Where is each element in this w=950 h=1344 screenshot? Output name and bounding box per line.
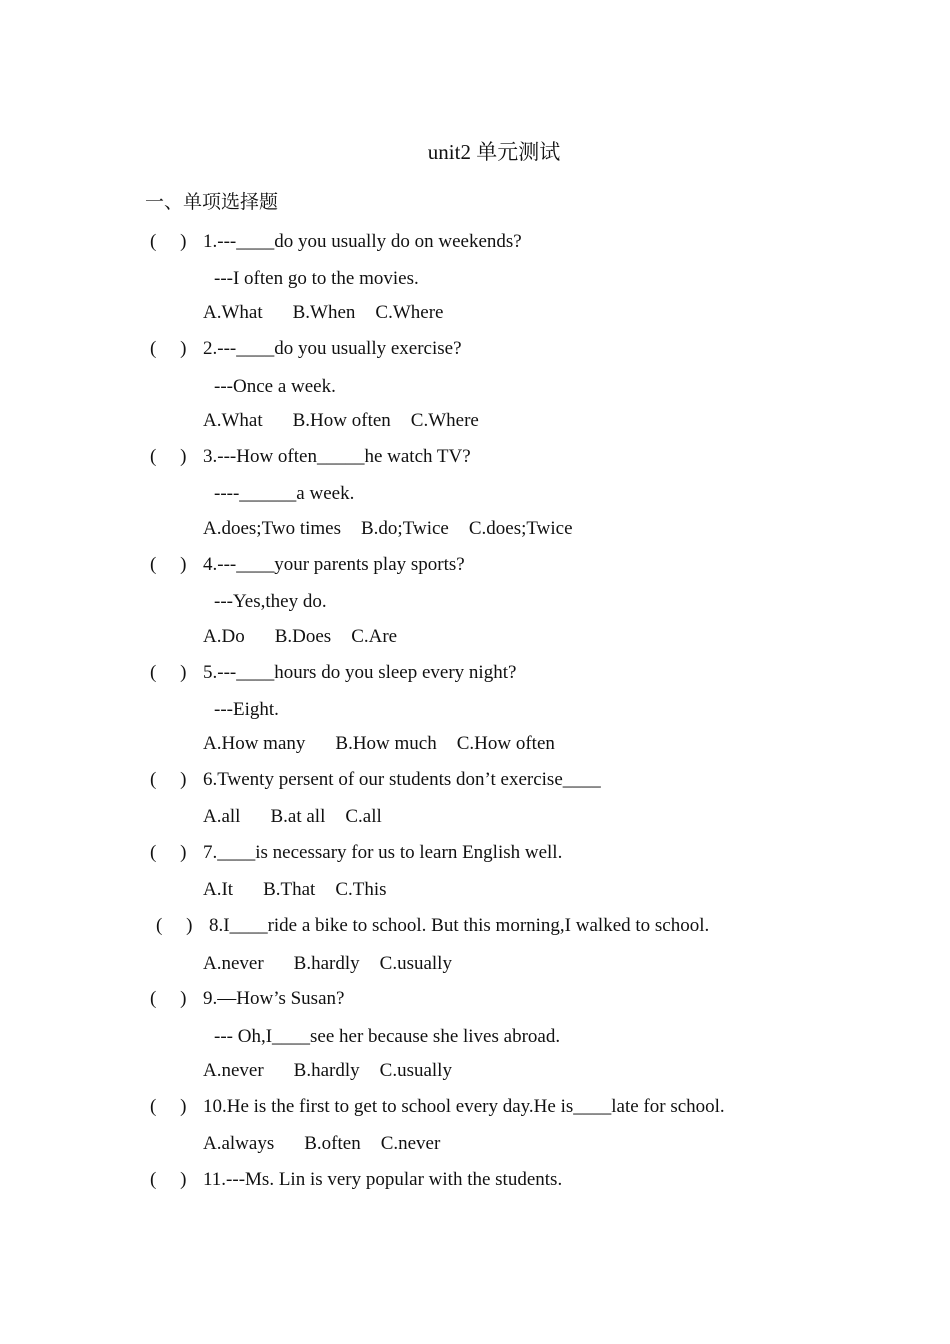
question-text: 2.---____do you usually exercise? [203, 338, 462, 359]
option-c[interactable]: C.usually [379, 1060, 452, 1081]
page-title: unit2 单元测试 [427, 140, 561, 164]
option-b[interactable]: B.at all [270, 806, 326, 827]
question-text: 4.---____your parents play sports? [203, 554, 465, 575]
option-row [203, 804, 382, 830]
question-row [150, 660, 516, 686]
question-text: 6.Twenty persent of our students don’t exercise____ [203, 769, 601, 790]
question-reply: --- Oh,I____see her because she lives abroad. [214, 1026, 561, 1047]
option-c[interactable]: C.How often [456, 733, 555, 754]
question-row [156, 913, 709, 939]
option-b[interactable]: B.often [304, 1133, 361, 1154]
question-row [150, 229, 522, 255]
answer-bracket[interactable]: ( ) [150, 338, 187, 359]
option-a[interactable]: A.How many [203, 733, 306, 754]
question-text: 3.---How often_____he watch TV? [203, 446, 471, 467]
option-b[interactable]: B.That [263, 879, 316, 900]
question-row [150, 840, 562, 866]
question-reply: ----______a week. [214, 483, 355, 504]
option-a[interactable]: A.all [203, 806, 241, 827]
option-b[interactable]: B.Does [274, 626, 332, 647]
answer-bracket[interactable]: ( ) [150, 988, 187, 1009]
question-text: 9.—How’s Susan? [203, 988, 345, 1009]
option-c[interactable]: C.Where [410, 410, 479, 431]
answer-bracket[interactable]: ( ) [150, 662, 187, 683]
option-c[interactable]: C.Are [351, 626, 398, 647]
option-b[interactable]: B.When [292, 302, 356, 323]
question-row [150, 336, 462, 362]
question-text: 10.He is the first to get to school every day.He is____late for school. [203, 1096, 725, 1117]
option-c[interactable]: C.does;Twice [468, 518, 573, 539]
question-reply: ---Once a week. [214, 376, 336, 397]
question-row [150, 552, 465, 578]
option-row [203, 1058, 452, 1084]
question-row [150, 444, 471, 470]
answer-bracket[interactable]: ( ) [150, 1096, 187, 1117]
question-text: 11.---Ms. Lin is very popular with the students. [203, 1169, 563, 1190]
option-c[interactable]: C.Where [375, 302, 444, 323]
option-row [203, 516, 573, 542]
option-row [203, 877, 387, 903]
question-row [150, 1167, 562, 1193]
option-a[interactable]: A.always [203, 1133, 275, 1154]
question-text: 8.I____ride a bike to school. But this morning,I walked to school. [209, 915, 710, 936]
answer-bracket[interactable]: ( ) [150, 554, 187, 575]
option-b[interactable]: B.How much [335, 733, 437, 754]
question-row [150, 1094, 725, 1120]
option-b[interactable]: B.hardly [293, 1060, 360, 1081]
option-a[interactable]: A.never [203, 953, 264, 974]
answer-bracket[interactable]: ( ) [156, 915, 193, 936]
question-row [150, 986, 344, 1012]
option-a[interactable]: A.What [203, 410, 263, 431]
answer-bracket[interactable]: ( ) [150, 231, 187, 252]
answer-bracket[interactable]: ( ) [150, 842, 187, 863]
option-row [203, 300, 443, 326]
option-a[interactable]: A.never [203, 1060, 264, 1081]
question-text: 5.---____hours do you sleep every night? [203, 662, 517, 683]
option-row [203, 731, 555, 757]
question-reply: ---Yes,they do. [214, 591, 327, 612]
option-b[interactable]: B.How often [292, 410, 391, 431]
option-row [203, 624, 397, 650]
option-c[interactable]: C.never [380, 1133, 441, 1154]
option-b[interactable]: B.hardly [293, 953, 360, 974]
option-a[interactable]: A.It [203, 879, 234, 900]
question-row [150, 767, 601, 793]
question-reply: ---I often go to the movies. [214, 268, 419, 289]
option-row [203, 408, 479, 434]
option-c[interactable]: C.This [335, 879, 387, 900]
option-row [203, 1131, 440, 1157]
option-a[interactable]: A.What [203, 302, 263, 323]
option-a[interactable]: A.Do [203, 626, 245, 647]
answer-bracket[interactable]: ( ) [150, 1169, 187, 1190]
option-a[interactable]: A.does;Two times [203, 518, 341, 539]
option-c[interactable]: C.all [345, 806, 382, 827]
answer-bracket[interactable]: ( ) [150, 769, 187, 790]
question-text: 7.____is necessary for us to learn English well. [203, 842, 563, 863]
section-heading: 一、单项选择题 [145, 192, 279, 213]
option-c[interactable]: C.usually [379, 953, 452, 974]
option-b[interactable]: B.do;Twice [361, 518, 449, 539]
question-reply: ---Eight. [214, 699, 279, 720]
question-text: 1.---____do you usually do on weekends? [203, 231, 522, 252]
answer-bracket[interactable]: ( ) [150, 446, 187, 467]
option-row [203, 951, 452, 977]
